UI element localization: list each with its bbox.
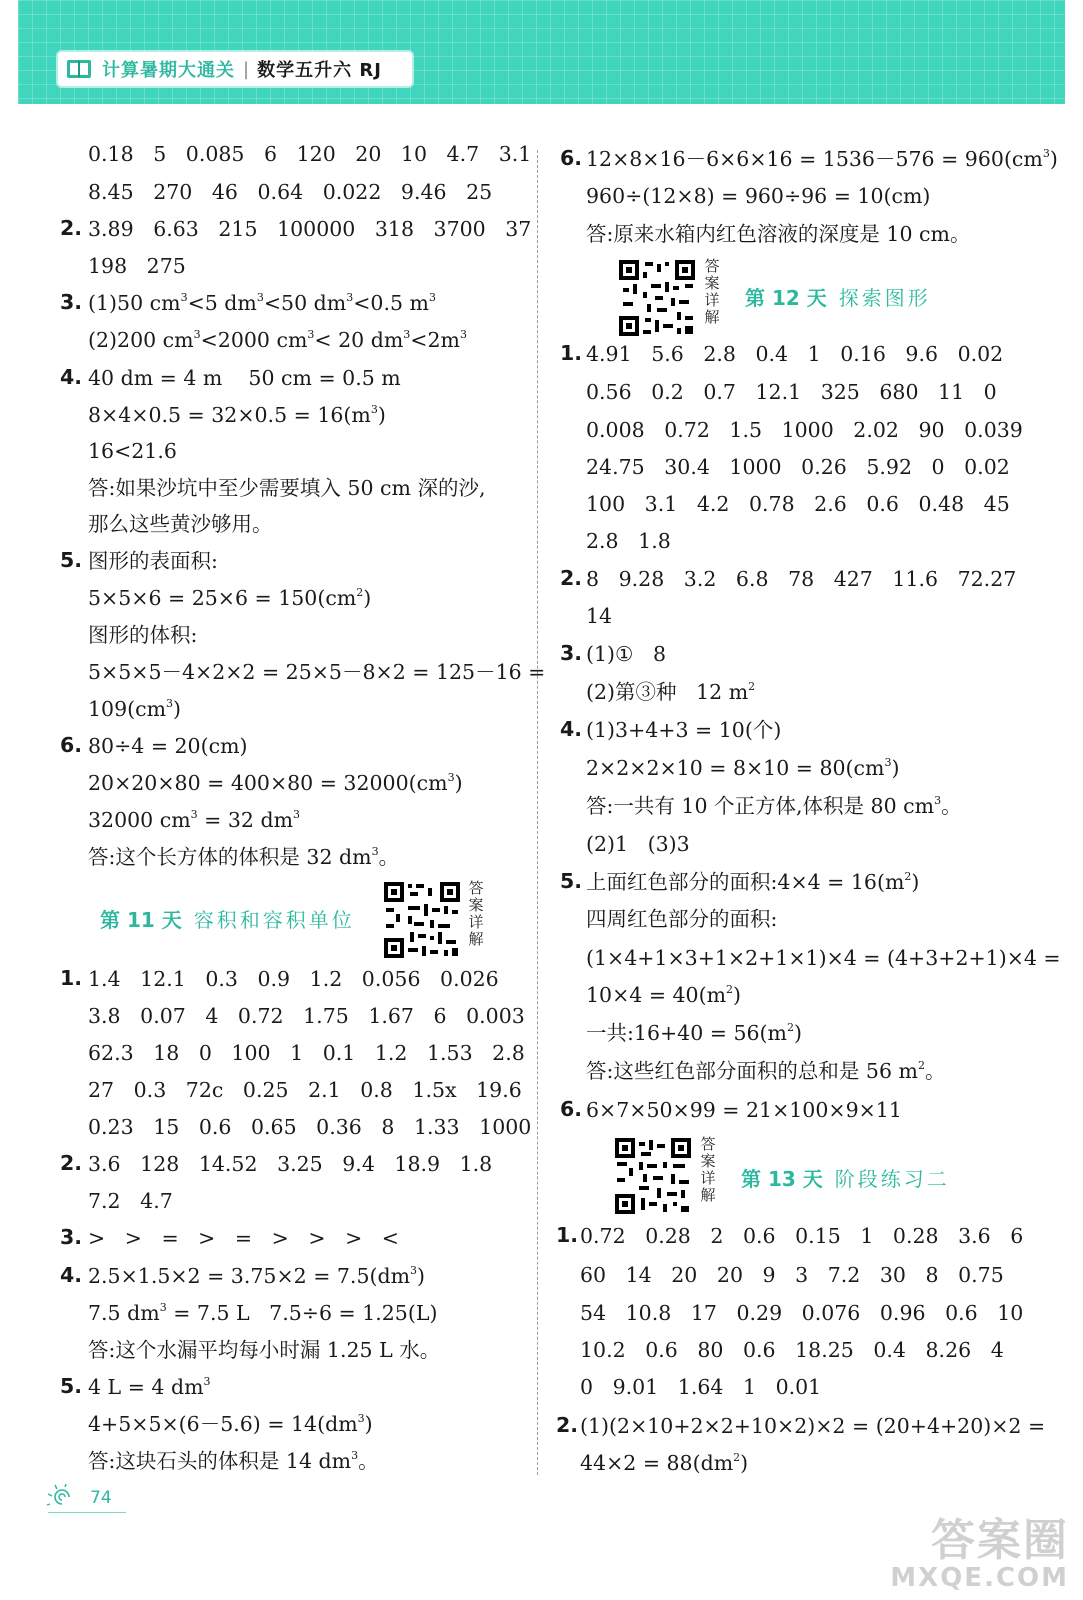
answer-line: 0.23 15 0.6 0.65 0.36 8 1.33 1000 bbox=[88, 1115, 532, 1139]
answer-line: 0.72 0.28 2 0.6 0.15 1 0.28 3.6 6 bbox=[580, 1224, 1024, 1248]
answer-line: 答:这些红色部分面积的总和是 56 $m^2$。 bbox=[586, 1059, 946, 1083]
answer-line: 60 14 20 20 9 3 7.2 30 8 0.75 bbox=[580, 1263, 1004, 1287]
answer-line: 80÷4 = 20(cm) bbox=[88, 734, 248, 758]
book-title: 数学五升六 RJ bbox=[257, 60, 382, 81]
answer-line: 上面红色部分的面积:4×4 = $16(m^2)$ bbox=[586, 870, 920, 894]
book-header bbox=[58, 52, 412, 86]
question-number: 6. bbox=[60, 733, 83, 757]
answer-line: 3.8 0.07 4 0.72 1.75 1.67 6 0.003 bbox=[88, 1004, 525, 1028]
qr-code-icon[interactable] bbox=[617, 258, 697, 338]
question-number: 2. bbox=[60, 216, 83, 240]
answer-line: $44\times 2 = 88(dm^2)$ bbox=[580, 1451, 749, 1475]
answer-line: $4+5\times 5\times(6-5.6) = 14(dm^3)$ bbox=[88, 1412, 373, 1436]
answer-line: 3.89 6.63 215 100000 318 3700 37 bbox=[88, 217, 532, 241]
answer-line: 5×5×5－4×2×2 = 25×5－8×2 = 125－16 = bbox=[88, 660, 546, 684]
qr-label: 答案详解 bbox=[700, 1135, 716, 1204]
day-11-heading: 第 11 天 容积和容积单位 bbox=[100, 908, 355, 932]
answer-line: (1)(2×10+2×2+10×2)×2 = (20+4+20)×2 = bbox=[580, 1414, 1046, 1438]
answer-line: (2)1 (3)3 bbox=[586, 832, 690, 856]
answer-line: 2.8 1.8 bbox=[586, 529, 671, 553]
series-title: 计算暑期大通关 bbox=[102, 60, 235, 81]
answer-line: $5\times 5\times 6 = 25\times 6 = 150(cm^2)$ bbox=[88, 586, 372, 610]
answer-line: (1)3+4+3 = 10(个) bbox=[586, 718, 782, 742]
answer-line: 62.3 18 0 100 1 0.1 1.2 1.53 2.8 bbox=[88, 1041, 525, 1065]
page-number: 74 bbox=[90, 1488, 112, 1508]
question-number: 6. bbox=[560, 146, 583, 170]
answer-line: 答:这块石头的体积是 14 $dm^3$。 bbox=[88, 1449, 379, 1473]
title-separator: | bbox=[243, 58, 250, 80]
answer-line: 32000 $cm^3 = 32$ $dm^3$ bbox=[88, 808, 301, 832]
answer-line: $20\times 20\times 80 = 400\times 80 = 32000(cm^3)$ bbox=[88, 771, 463, 795]
answer-line: 四周红色部分的面积: bbox=[586, 907, 778, 931]
question-number: 2. bbox=[60, 1151, 83, 1175]
footer-rule bbox=[48, 1512, 126, 1513]
answer-line: 0.56 0.2 0.7 12.1 325 680 11 0 bbox=[586, 380, 997, 404]
answer-line: 7.5 $dm^3 = 7.5$ L 7.5÷6 = 1.25(L) bbox=[88, 1301, 438, 1325]
answer-line: 100 3.1 4.2 0.78 2.6 0.6 0.48 45 bbox=[586, 492, 1010, 516]
answer-line: 24.75 30.4 1000 0.26 5.92 0 0.02 bbox=[586, 455, 1010, 479]
answer-line: 1.4 12.1 0.3 0.9 1.2 0.056 0.026 bbox=[88, 967, 499, 991]
answer-line: 答:原来水箱内红色溶液的深度是 10 cm。 bbox=[586, 222, 971, 246]
question-number: 6. bbox=[560, 1097, 583, 1121]
question-number: 3. bbox=[60, 1225, 83, 1249]
answer-line: 答:这个水漏平均每小时漏 1.25 L 水。 bbox=[88, 1338, 441, 1362]
day-12-heading: 第 12 天 探索图形 bbox=[745, 286, 931, 310]
answer-line: 答:一共有 10 个正方体,体积是 80 $cm^3$。 bbox=[586, 794, 962, 818]
question-number: 5. bbox=[60, 1374, 83, 1398]
question-number: 4. bbox=[560, 717, 583, 741]
answer-line: (1)① 8 bbox=[586, 642, 667, 666]
answer-line: (2)200 $cm^3<2000$ $cm^3< 20$ $dm^3<2m^3$ bbox=[88, 328, 467, 352]
answer-line: 答:如果沙坑中至少需要填入 50 cm 深的沙, bbox=[88, 476, 486, 500]
answer-line: $2\times 2\times 2\times 10 = 8\times 10 = 80(cm^3)$ bbox=[586, 756, 900, 780]
question-number: 5. bbox=[60, 548, 83, 572]
answer-line: 4 L = 4 $dm^3$ bbox=[88, 1375, 211, 1399]
answer-line: 0.008 0.72 1.5 1000 2.02 90 0.039 bbox=[586, 418, 1023, 442]
answer-line: 一共:16+40 = $56(m^2)$ bbox=[586, 1021, 802, 1045]
answer-line: $10\times 4 = 40(m^2)$ bbox=[586, 983, 742, 1007]
answer-line: 27 0.3 72c 0.25 2.1 0.8 1.5x 19.6 bbox=[88, 1078, 522, 1102]
answer-line: (1×4+1×3+1×2+1×1)×4 = (4+3+2+1)×4 = bbox=[586, 946, 1061, 970]
question-number: 2. bbox=[556, 1413, 579, 1437]
answer-line: 198 275 bbox=[88, 254, 186, 278]
question-number: 1. bbox=[556, 1223, 579, 1247]
answer-line: $109(cm^3)$ bbox=[88, 697, 182, 721]
answer-line: 7.2 4.7 bbox=[88, 1189, 173, 1213]
question-number: 3. bbox=[560, 641, 583, 665]
answer-line: > > = > = > > > < bbox=[88, 1226, 399, 1250]
answer-line: $12\times 8\times 16-6\times 6\times 16 = 1536-576 = 960(cm^3)$ bbox=[586, 147, 1058, 171]
answer-line: 3.6 128 14.52 3.25 9.4 18.9 1.8 bbox=[88, 1152, 493, 1176]
answer-line: (2)第③种 12 $m^2$ bbox=[586, 680, 756, 704]
qr-code-icon[interactable] bbox=[382, 880, 462, 960]
answer-line: 0.18 5 0.085 6 120 20 10 4.7 3.1 bbox=[88, 142, 532, 166]
answer-line: 14 bbox=[586, 604, 613, 628]
answer-line: 图形的表面积: bbox=[88, 549, 218, 573]
answer-line: 图形的体积: bbox=[88, 623, 198, 647]
answer-line: $2.5\times 1.5\times 2 = 3.75\times 2 = 7.5(dm^3)$ bbox=[88, 1264, 426, 1288]
question-number: 1. bbox=[60, 966, 83, 990]
answer-line: $8\times 4\times 0.5 = 32\times 0.5 = 16(m^3)$ bbox=[88, 403, 386, 427]
question-number: 3. bbox=[60, 290, 83, 314]
question-number: 4. bbox=[60, 365, 83, 389]
answer-line: 那么这些黄沙够用。 bbox=[88, 512, 273, 536]
question-number: 2. bbox=[560, 566, 583, 590]
answer-line: 8.45 270 46 0.64 0.022 9.46 25 bbox=[88, 180, 493, 204]
qr-label: 答案详解 bbox=[704, 257, 720, 326]
answer-line: 4.91 5.6 2.8 0.4 1 0.16 9.6 0.02 bbox=[586, 342, 1004, 366]
qr-label: 答案详解 bbox=[468, 879, 484, 948]
question-number: 5. bbox=[560, 869, 583, 893]
question-number: 4. bbox=[60, 1263, 83, 1287]
answer-line: 10.2 0.6 80 0.6 18.25 0.4 8.26 4 bbox=[580, 1338, 1004, 1362]
column-divider bbox=[537, 150, 538, 1475]
book-icon bbox=[66, 58, 92, 80]
answer-line: 54 10.8 17 0.29 0.076 0.96 0.6 10 bbox=[580, 1301, 1024, 1325]
sun-swirl-icon bbox=[46, 1484, 78, 1510]
answer-line: (1)50 $cm^3<5$ $dm^3<50$ $dm^3<0.5$ $m^3$ bbox=[88, 291, 436, 315]
day-13-heading: 第 13 天 阶段练习二 bbox=[741, 1167, 950, 1191]
answer-line: 0 9.01 1.64 1 0.01 bbox=[580, 1375, 822, 1399]
answer-line: 40 dm = 4 m 50 cm = 0.5 m bbox=[88, 366, 401, 390]
watermark: 答案圈 MXQE.COM bbox=[890, 1515, 1069, 1593]
answer-line: 8 9.28 3.2 6.8 78 427 11.6 72.27 bbox=[586, 567, 1017, 591]
answer-line: 960÷(12×8) = 960÷96 = 10(cm) bbox=[586, 184, 931, 208]
answer-line: 答:这个长方体的体积是 32 $dm^3$。 bbox=[88, 845, 400, 869]
question-number: 1. bbox=[560, 341, 583, 365]
answer-line: 6×7×50×99 = 21×100×9×11 bbox=[586, 1098, 902, 1122]
qr-code-icon[interactable] bbox=[613, 1136, 693, 1216]
answer-line: 16<21.6 bbox=[88, 439, 177, 463]
